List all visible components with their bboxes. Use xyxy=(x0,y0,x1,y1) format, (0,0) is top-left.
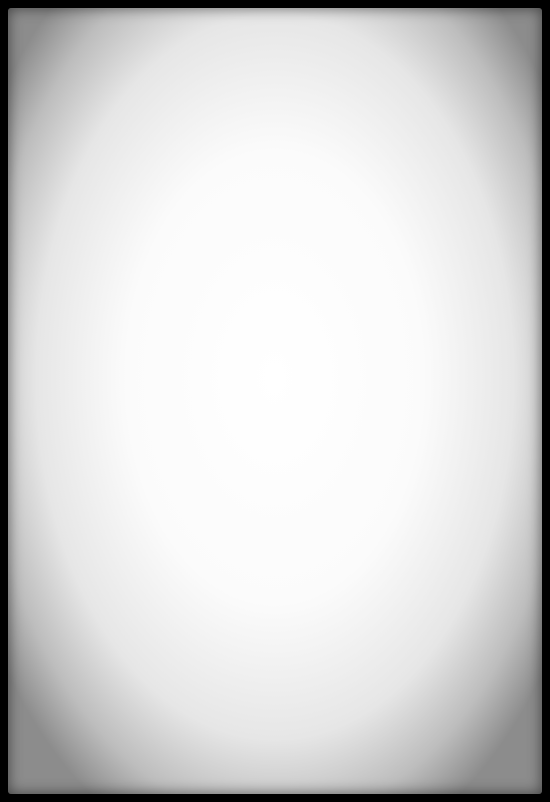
document-page xyxy=(8,8,542,794)
